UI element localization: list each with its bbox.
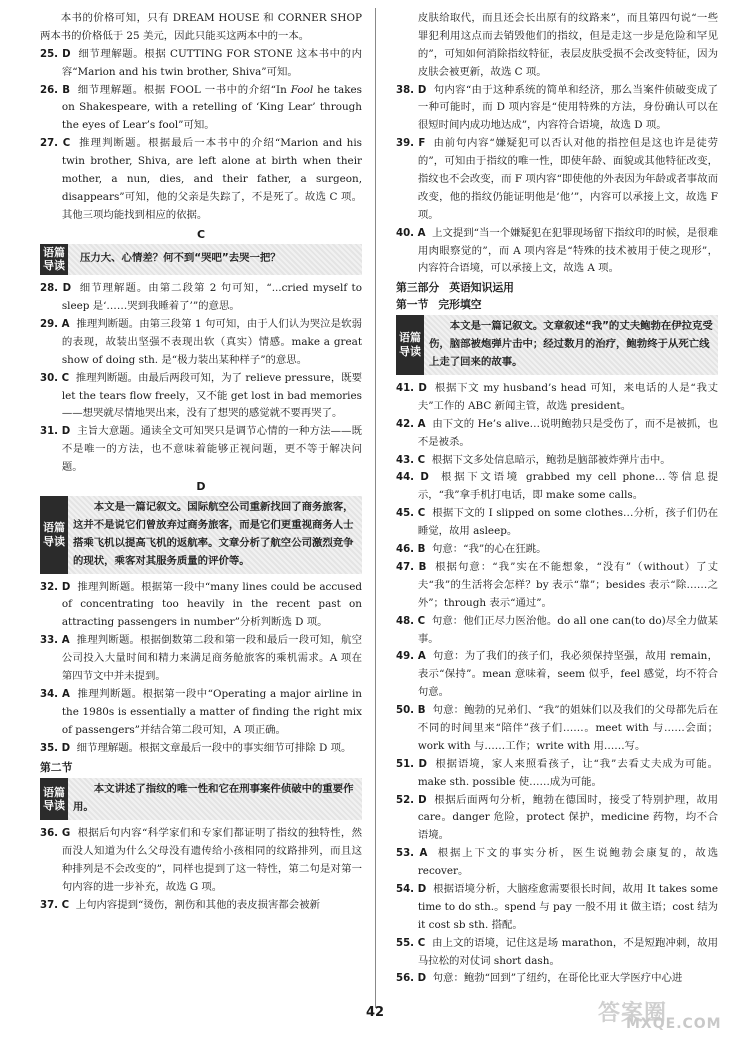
answer-text: 细节理解题。根据 CUTTING FOR STONE 这本书中的内容“Marion and his twin brother, Shiva”可知。 <box>61 47 362 78</box>
book-title-fool: Fool <box>290 83 314 96</box>
answer-33 <box>40 632 362 686</box>
answer-number: 48. C <box>396 615 426 627</box>
answer-text: 根据下文多处信息暗示，鲍勃是脑部被炸弹片击中。 <box>431 453 671 466</box>
watermark-logo: 答案圈 <box>598 1001 668 1026</box>
reading-guide-d <box>40 496 362 574</box>
answer-42 <box>396 416 718 452</box>
cloze-answers <box>396 380 718 988</box>
answer-43 <box>396 452 718 470</box>
answer-text: 根据后面两句分析，鲍勃在德国时，接受了特别护理，故用 care。danger 危险，protect 保护，medicine 药物，均不合语境。 <box>417 793 718 842</box>
answer-text: 细节理解题。由第二段第 2 句可知，“...cried myself to sleep 是‘……哭到我睡着了’”的意思。 <box>61 282 362 313</box>
section1-subtitle: 完形填空 <box>438 298 482 312</box>
badge-line: 导读 <box>399 345 421 359</box>
answer-number: 32. D <box>40 581 71 593</box>
answer-text: 根据语境分析，大脑痊愈需要很长时间，故用 It takes some time to do sth.。spend 与 pay 一般不用 it 做主语；cost 结为 it cost sb sth. 搭配。 <box>417 882 718 931</box>
watermark-url: MXQE.COM <box>626 1016 722 1032</box>
answer-number: 44. D <box>396 472 429 484</box>
part3-title: 第三部分 <box>396 281 440 295</box>
answer-text: 根据上下文的事实分析，医生说鲍勃会康复的，故选 recover。 <box>417 847 719 878</box>
answer-text: 推理判断题。由最后两段可知，为了 relieve pressure，既要 let the tears flow freely，又不能 get lost in bad memories——想哭就尽情地哭出来，没有了想哭的感觉就不要再哭了。 <box>61 371 362 420</box>
answer-number: 42. A <box>396 418 426 430</box>
answer-number: 28. D <box>40 283 72 295</box>
answer-number: 51. D <box>396 758 427 770</box>
intro-paragraph: 本书的价格可知，只有 DREAM HOUSE 和 CORNER SHOP 两本书的价格低于 25 美元，因此只能买这两本中的一本。 <box>40 12 362 42</box>
badge-line: 语篇 <box>399 331 421 345</box>
answer-29 <box>40 316 362 370</box>
answer-number: 35. D <box>40 742 71 754</box>
answer-26 <box>40 82 362 136</box>
watermark <box>596 996 736 1030</box>
guide-badge <box>40 778 68 820</box>
answer-28 <box>40 280 362 316</box>
answer-text: 由下文的 He’s alive…说明鲍勃只是受伤了，而不是被抓，也不是被杀。 <box>417 417 719 448</box>
answer-text: 推理判断题。根据倒数第二段和第一段和最后一段可知，航空公司投入大量时间和精力来满足商务舱旅客的乘机需求。A 项在第四节文中并未提到。 <box>61 634 363 682</box>
column-divider <box>375 8 376 1008</box>
answer-55 <box>396 935 718 971</box>
answer-51 <box>396 756 718 792</box>
answer-text: 由上文的语境，记住这是场 marathon，不是短跑冲刺，故用马拉松的对仗词 short dash。 <box>417 936 718 967</box>
answer-number: 47. B <box>396 561 427 573</box>
answer-text: 细节理解题。根据 FOOL 一书中的介绍“In <box>77 83 291 96</box>
continued-paragraph: 皮肤给取代，而且还会长出原有的纹路来”，而且第四句说“一些罪犯利用这点而去销毁他们的指纹，但是走这一步是危险和罕见的”，可知如何消除指纹特征，表层皮肤受损不会改变特征，因为皮肤会被更新，故选 C 项。 <box>417 12 718 78</box>
answer-number: 25. D <box>40 48 71 60</box>
answer-text: 句内容“由于这种系统的简单和经济，那么当案件侦破变成了一种可能时，而 D 项内容是“使用特殊的方法，身份确认可以在很短时间内成功地达成”，内容符合语境，故选 D 项。 <box>417 83 718 132</box>
answer-number: 29. A <box>40 318 70 330</box>
reading-guide-c <box>40 244 362 276</box>
answer-text: 根据下文语境 grabbed my cell phone…等信息提示，“我”拿手机打电话，即 make some calls。 <box>417 471 718 502</box>
answer-number: 30. C <box>40 372 70 384</box>
answer-number: 38. D <box>396 84 427 96</box>
page-number: 42 <box>365 1005 385 1020</box>
answer-text: 句意：鲍勃的兄弟们、“我”的姐妹们以及我们的父母都先后在不同的时间里来“陪伴”孩子们……。meet with 与……会面；work with 与……工作；write with 用……写。 <box>417 704 719 752</box>
answer-35 <box>40 740 362 758</box>
answer-text: 推理判断题。由第三段第 1 句可知，由于人们认为哭泣是软弱的表现，故装出坚强不表现出软（真实）情感。make a great show of doing sth. 是“极力装出某种样子”的意思。 <box>61 317 362 366</box>
answer-38 <box>396 82 718 136</box>
answer-number: 26. B <box>40 84 70 96</box>
answer-text: 根据下文的 I slipped on some clothes…分析，孩子们仍在睡觉，故用 asleep。 <box>417 507 718 538</box>
badge-line: 导读 <box>43 259 65 273</box>
answer-27 <box>40 135 362 224</box>
answer-31 <box>40 423 362 477</box>
answer-number: 49. A <box>396 651 426 663</box>
answer-number: 34. A <box>40 688 70 700</box>
answer-number: 43. C <box>396 454 426 466</box>
answer-44 <box>396 469 718 505</box>
answer-text: 推理判断题。根据第一段中“Operating a major airline in the 1980s is essentially a matter of finding the right mix of passengers”并结合第二段可知，A 项正确。 <box>61 687 362 736</box>
answer-41 <box>396 380 718 416</box>
answer-48 <box>396 613 718 649</box>
answer-text: 根据语境，家人来照看孩子，让“我”去看丈夫成为可能。make sth. possible 使……成为可能。 <box>417 757 719 788</box>
answer-text: he takes on Shakespeare, with a retelling of ‘King Lear’ through the eyes of Lear’s fool”可知。 <box>61 83 362 132</box>
answer-text: 上文提到“当一个嫌疑犯在犯罪现场留下指纹印的时候，是很难用肉眼察觉的”，而 A 项内容是“特殊的技术被用于使之现形”，内容符合语境，可以承接上文，故选 A 项。 <box>417 226 718 275</box>
answer-25 <box>40 46 362 82</box>
answer-34 <box>40 686 362 740</box>
part3-heading <box>396 280 718 295</box>
answer-47 <box>396 559 718 613</box>
answer-text: 主旨大意题。通读全文可知哭只是调节心情的一种方法——既不是唯一的方法，也不意味着能够正视问题，更不等于解决问题。 <box>61 425 363 474</box>
answer-text: 推理判断题。根据第一段中“many lines could be accused of concentrating too heavily in the recent past on attracting passengers in number”分析判断选 D 项。 <box>61 580 362 629</box>
left-column <box>40 10 362 915</box>
section1-heading <box>396 297 718 312</box>
answer-number: 50. B <box>396 705 426 717</box>
guide-badge <box>396 315 424 375</box>
answer-text: 推理判断题。根据最后一本书中的介绍“Marion and his twin brother, Shiva, are left alone at birth when their mother, a nun, dies, and their father, a surgeon, disappears”可知，他的父亲是失踪了，不是死了。故选 C 项。其他三项均能找到相应的依据。 <box>61 137 363 221</box>
answer-number: 45. C <box>396 508 426 520</box>
answer-number: 37. C <box>40 899 70 911</box>
section-d-heading: D <box>196 479 206 493</box>
answer-text: 由前句内容“嫌疑犯可以否认对他的指控但是这也许是徒劳的”，可知由于指纹的唯一性，即使年龄、面貌或其他特征改变，指纹也不会改变，而 F 项内容“即使他的外表因为年龄或者事故而改变，他的指纹仍能证明他是‘他’”，内容可以承接上文，故选 F 项。 <box>417 137 719 221</box>
guide-badge <box>40 496 68 574</box>
answer-45 <box>396 505 718 541</box>
answer-number: 27. C <box>40 138 71 150</box>
section1-title: 第一节 <box>396 298 429 312</box>
answer-number: 54. D <box>396 883 427 895</box>
badge-line: 语篇 <box>43 785 65 799</box>
answer-number: 52. D <box>396 794 427 806</box>
guide-badge <box>40 244 68 276</box>
answer-56 <box>396 970 718 988</box>
answer-text: 根据后句内容“科学家们和专家们都证明了指纹的独特性，然而没人知道为什么父母没有遗传给小孩相同的纹路排列，而且这种排列是不会改变的”，同样也提到了这一特性，第二句是对第一句内容的进一步补充，故选 G 项。 <box>61 827 362 893</box>
guide-text: 本文讲述了指纹的唯一性和它在刑事案件侦破中的重要作用。 <box>73 783 354 814</box>
answer-text: 句意：鲍勃“回到”了纽约，在哥伦比亚大学医疗中心进 <box>432 972 683 985</box>
answer-40 <box>396 225 718 279</box>
answer-number: 55. C <box>396 937 426 949</box>
answer-number: 40. A <box>396 227 426 239</box>
guide-text: 压力大、心情差？何不到“哭吧”去哭一把？ <box>80 252 281 265</box>
answer-37 <box>40 897 362 915</box>
answer-number: 31. D <box>40 426 71 438</box>
answer-39 <box>396 135 718 224</box>
answer-number: 56. D <box>396 973 427 985</box>
answer-number: 53. A <box>396 848 428 860</box>
answer-text: 句意：“我”的心在狂跳。 <box>431 543 547 556</box>
badge-line: 导读 <box>43 534 65 548</box>
answer-text: 细节理解题。根据文章最后一段中的事实细节可排除 D 项。 <box>76 741 352 754</box>
part3-subtitle: 英语知识运用 <box>449 281 514 295</box>
part2-heading: 第二节 <box>40 761 73 775</box>
section-c-heading: C <box>196 227 206 241</box>
reading-guide-part2 <box>40 778 362 820</box>
answer-number: 41. D <box>396 383 427 395</box>
badge-line: 语篇 <box>43 245 65 259</box>
answer-number: 33. A <box>40 635 70 647</box>
answer-50 <box>396 702 718 756</box>
guide-text: 本文是一篇记叙文。国际航空公司重新找回了商务旅客，这并不是说它们曾放弃过商务旅客，而是它们更重视商务人士搭乘飞机以提高飞机的返航率。文章分析了航空公司激烈竞争的现状，乘客对其服务质量的评价等。 <box>73 500 354 567</box>
answer-text: 根据下文 my husband’s head 可知，来电话的人是“我丈夫”工作的 ABC 新闻主管，故选 president。 <box>417 382 718 412</box>
reading-guide-cloze <box>396 315 718 375</box>
answer-52 <box>396 792 718 846</box>
answer-30 <box>40 370 362 424</box>
badge-line: 导读 <box>43 799 65 813</box>
right-column <box>396 10 718 988</box>
answer-number: 39. F <box>396 138 426 150</box>
answer-54 <box>396 881 718 935</box>
badge-line: 语篇 <box>43 521 65 535</box>
answer-number: 46. B <box>396 544 426 556</box>
guide-text: 本文是一篇记叙文。文章叙述“我”的丈夫鲍勃在伊拉克受伤，脑部被炮弹片击中；经过数月的治疗，鲍勃终于从死亡线上走了回来的故事。 <box>429 320 713 369</box>
answer-32 <box>40 579 362 633</box>
answer-text: 上句内容提到“烫伤，割伤和其他的表皮损害都会被新 <box>75 898 320 911</box>
answer-46 <box>396 541 718 559</box>
answer-text: 根据句意：“我”实在不能想象，“没有”（without）了丈夫“我”的生活将会怎样？by 表示“靠”；besides 表示“除……之外”；through 表示“通过”。 <box>417 560 718 609</box>
answer-text: 句意：为了我们的孩子们，我必须保持坚强，故用 remain，表示“保持”。mean 意味着，seem 似乎，feel 感觉，均不符合句意。 <box>417 650 718 699</box>
answer-text: 句意：他们正尽力医治他。do all one can(to do)尽全力做某事。 <box>417 614 718 645</box>
answer-number: 36. G <box>40 828 71 840</box>
answer-53 <box>396 845 718 881</box>
answer-49 <box>396 648 718 702</box>
answer-36 <box>40 825 362 897</box>
